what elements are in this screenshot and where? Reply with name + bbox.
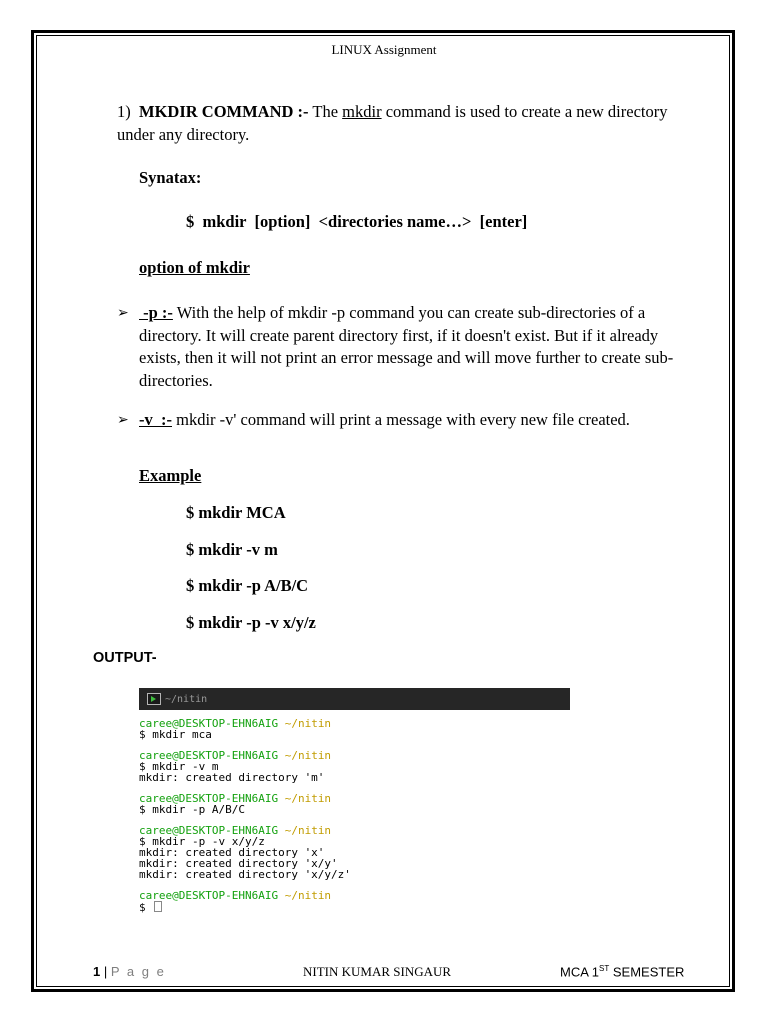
prompt-host: caree@DESKTOP-EHN6AIG <box>139 792 279 805</box>
example-command: $ mkdir -p -v x/y/z <box>186 613 316 632</box>
terminal-output <box>139 718 570 912</box>
page-header: LINUX Assignment <box>331 42 437 57</box>
bullet-arrow-icon: ➢ <box>117 306 129 321</box>
terminal-input-line[interactable] <box>139 901 570 912</box>
terminal-line: mkdir: created directory 'x/y' <box>139 857 338 870</box>
terminal-line: $ mkdir mca <box>139 728 212 741</box>
example-command: $ mkdir -p A/B/C <box>186 576 309 595</box>
terminal-line: mkdir: created directory 'x' <box>139 846 325 859</box>
section-number: 1) <box>117 102 131 121</box>
terminal-line: $ mkdir -p A/B/C <box>139 803 245 816</box>
section-title: MKDIR COMMAND :- <box>139 102 309 121</box>
output-label: OUTPUT- <box>93 650 157 666</box>
prompt-host: caree@DESKTOP-EHN6AIG <box>139 824 279 837</box>
prompt-path: ~/nitin <box>278 749 332 762</box>
footer-author: NITIN KUMAR SINGAUR <box>303 964 452 979</box>
option-p-text: With the help of mkdir -p command you can create sub-directories of a directory. It will create parent directory first, if it doesn't exist. But if it already exists, then it will not print an error message and will move further to create sub-directories. <box>139 303 674 390</box>
semester-post: SEMESTER <box>609 964 685 980</box>
option-p-label: -p :- <box>139 303 173 322</box>
terminal-icon <box>147 693 161 705</box>
example-command: $ mkdir -v m <box>186 540 278 559</box>
terminal-line: $ <box>139 901 153 914</box>
page-separator: | <box>100 964 111 979</box>
prompt-host: caree@DESKTOP-EHN6AIG <box>139 717 279 730</box>
semester-sup: ST <box>599 964 610 973</box>
example-heading: Example <box>139 466 202 485</box>
prompt-path: ~/nitin <box>278 717 332 730</box>
option-p-item <box>139 302 684 392</box>
option-v-text: mkdir -v' command will print a message with every new file created. <box>171 410 630 429</box>
page-word: P a g e <box>110 964 166 979</box>
cursor-icon <box>154 901 162 912</box>
intro-text-rest: command is used to create a new directory under any directory. <box>117 102 668 144</box>
terminal-line: mkdir: created directory 'x/y/z' <box>139 868 351 881</box>
example-command: $ mkdir MCA <box>186 503 286 522</box>
syntax-heading: Synatax: <box>139 168 202 187</box>
terminal-title: ~/nitin <box>165 693 208 705</box>
intro-text: The <box>308 102 343 121</box>
page-number: 1 <box>93 964 101 979</box>
semester-pre: MCA 1 <box>560 964 600 980</box>
prompt-path: ~/nitin <box>278 824 332 837</box>
terminal-titlebar <box>139 688 570 710</box>
prompt-host: caree@DESKTOP-EHN6AIG <box>139 889 279 902</box>
prompt-path: ~/nitin <box>278 889 332 902</box>
terminal-line: $ mkdir -p -v x/y/z <box>139 835 265 848</box>
option-v-item <box>139 409 684 432</box>
footer-semester <box>560 964 684 979</box>
option-v-label: -v :- <box>139 410 172 429</box>
options-heading: option of mkdir <box>139 258 250 277</box>
syntax-line: $ mkdir [option] <directories name…> [enter] <box>186 212 528 231</box>
bullet-arrow-icon: ➢ <box>117 413 129 428</box>
prompt-line <box>139 890 570 901</box>
prompt-path: ~/nitin <box>278 792 332 805</box>
intro-command: mkdir <box>342 102 382 121</box>
section-heading <box>117 100 677 146</box>
terminal-line: mkdir: created directory 'm' <box>139 771 325 784</box>
footer-page-number <box>93 964 166 979</box>
terminal-line: $ mkdir -v m <box>139 760 219 773</box>
prompt-host: caree@DESKTOP-EHN6AIG <box>139 749 279 762</box>
